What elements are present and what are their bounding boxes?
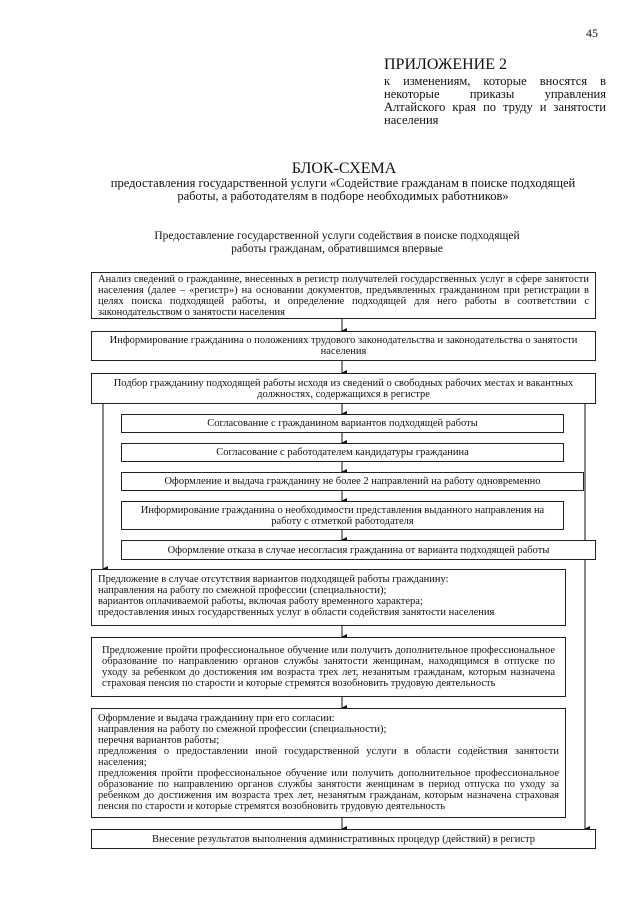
step-training-offer [91, 637, 566, 697]
step-refusal [121, 540, 596, 560]
step-issue-line: предложения пройти профессиональное обучение или получить дополнительное профессиональное образование по направлению органов службы занятости женщинам в период отпуска по уходу за ребенком до достижения им возраста трех лет, незанятым гражданам, которым назначена страховая пенсия по старости и которые стремятся возобновить трудовую деятельность [98, 768, 559, 812]
step-training-offer-text: Предложение пройти профессиональное обучение или получить дополнительное профессиональное образование по направлению органов службы занятости женщинам, находящимся в отпуске по уходу за ребенком до достижения им возраста трех лет, незанятым гражданам, которым назначена страховая пенсия по старости и которые стремятся возобновить трудовую деятельность [102, 645, 555, 689]
step-issue-line: направления на работу по смежной профессии (специальности); [98, 724, 387, 735]
step-issue-referrals-text: Оформление и выдача гражданину не более 2 направлений на работу одновременно [164, 476, 541, 487]
step-analysis-text: Анализ сведений о гражданине, внесенных в регистр получателей государственных услуг в сфере занятости населения (далее – «регистр») на основании документов, предъявленных гражданином при регистрации в целях поиска подходящей работы, и определение подходящей для него работы в соответствии с законодательством о занятости населения [98, 273, 589, 318]
step-inform-law-text: Информирование гражданина о положениях трудового законодательства и законодательства о занятости населения [109, 335, 578, 357]
step-offer-line: Предложение в случае отсутствия вариантов подходящей работы гражданину: [98, 574, 449, 585]
block-subtitle: предоставления государственной услуги «Содействие гражданам в поиске подходящей работы, а работодателям в подборе необходимых работников» [110, 176, 576, 203]
appendix-title: ПРИЛОЖЕНИЕ 2 [384, 56, 508, 73]
page-number: 45 [586, 26, 598, 40]
step-selection-text: Подбор гражданину подходящей работы исходя из сведений о свободных рабочих местах и вакантных должностях, содержащихся в регистре [113, 377, 574, 400]
step-issue-line: предложения о предоставлении иной государственной услуги в области содействия занятости населения; [98, 746, 559, 768]
step-issue-line: Оформление и выдача гражданину при его согласии: [98, 713, 335, 724]
step-issue-line: перечня вариантов работы; [98, 735, 220, 746]
step-register-results-text: Внесение результатов выполнения административных процедур (действий) в регистр [152, 833, 535, 845]
step-inform-return [121, 501, 564, 530]
step-agree-employer [121, 443, 564, 462]
step-agree-employer-text: Согласование с работодателем кандидатуры гражданина [216, 447, 469, 458]
step-offer-line: направления на работу по смежной профессии (специальности); [98, 585, 387, 596]
step-offer-line: вариантов оплачиваемой работы, включая работу временного характера; [98, 596, 423, 607]
step-issue-list [91, 708, 566, 818]
step-selection [91, 373, 596, 404]
flow-heading: Предоставление государственной услуги содействия в поиске подходящей работы гражданам, обратившимся впервые [154, 230, 520, 255]
step-register-results [91, 829, 596, 849]
step-offer [91, 569, 566, 626]
step-offer-line: предоставления иных государственных услуг в области содействия занятости населения [98, 607, 495, 618]
appendix-subtitle: к изменениям, которые вносятся в некоторые приказы управления Алтайского края по труду и занятости населения [384, 74, 606, 127]
step-inform-law [91, 331, 596, 361]
step-agree-citizen-text: Согласование с гражданином вариантов подходящей работы [207, 418, 478, 429]
step-analysis [91, 272, 596, 319]
block-title: БЛОК-СХЕМА [291, 160, 397, 177]
step-inform-return-text: Информирование гражданина о необходимости представления выданного направления на работу с отметкой работодателя [140, 504, 545, 527]
step-issue-referrals [121, 472, 584, 491]
step-agree-citizen [121, 414, 564, 433]
step-refusal-text: Оформление отказа в случае несогласия гражданина от варианта подходящей работы [167, 544, 550, 556]
